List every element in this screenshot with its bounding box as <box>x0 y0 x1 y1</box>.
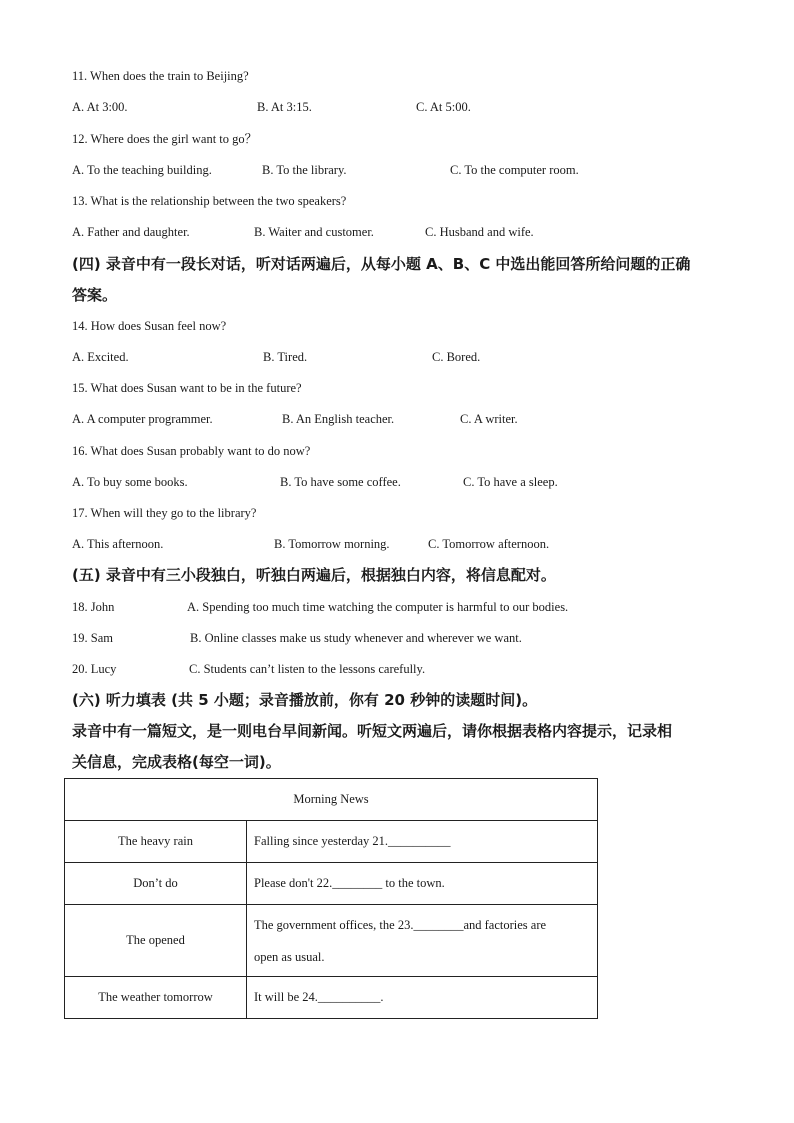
match-option-c: C. Students can’t listen to the lessons carefully. <box>189 662 426 676</box>
row-label-dont-do: Don’t do <box>65 863 247 905</box>
morning-news-table <box>64 778 598 1019</box>
row-content-dont-do: Please don't 22.________ to the town. <box>247 863 598 905</box>
table-row <box>65 977 598 1019</box>
section-6-heading: (六) 听力填表 (共 5 小题；录音播放前，你有 20 秒钟的读题时间)。 <box>72 691 538 709</box>
q12-option-c: C. To the computer room. <box>450 163 579 177</box>
q17-option-c: C. Tomorrow afternoon. <box>428 537 550 551</box>
table-title: Morning News <box>65 779 598 821</box>
section-4-heading: (四) 录音中有一段长对话，听对话两遍后，从每小题 A、B、C 中选出能回答所给问题的正确 <box>72 255 691 273</box>
q15-option-a: A. A computer programmer. <box>72 412 213 426</box>
q15-option-c: C. A writer. <box>460 412 518 426</box>
match-name-20: 20. Lucy <box>72 662 117 676</box>
q13-option-c: C. Husband and wife. <box>425 225 534 239</box>
q16-option-c: C. To have a sleep. <box>463 475 558 489</box>
q13-option-b: B. Waiter and customer. <box>254 225 374 239</box>
row-label-weather: The weather tomorrow <box>65 977 247 1019</box>
section-6-intro-line1: 录音中有一篇短文，是一则电台早间新闻。听短文两遍后，请你根据表格内容提示，记录相 <box>72 722 673 740</box>
q12-option-a: A. To the teaching building. <box>72 163 212 177</box>
table-row <box>65 863 598 905</box>
q11-option-c: C. At 5:00. <box>416 100 471 114</box>
q16-option-b: B. To have some coffee. <box>280 475 401 489</box>
question-16: 16. What does Susan probably want to do now? <box>72 444 311 458</box>
question-13: 13. What is the relationship between the two speakers? <box>72 194 347 208</box>
q11-option-a: A. At 3:00. <box>72 100 128 114</box>
q14-option-c: C. Bored. <box>432 350 481 364</box>
question-15: 15. What does Susan want to be in the future? <box>72 381 302 395</box>
row-content-opened-line1: The government offices, the 23.________and factories are <box>254 917 547 932</box>
q14-option-b: B. Tired. <box>263 350 308 364</box>
section-5-heading: (五) 录音中有三小段独白，听独白两遍后，根据独白内容，将信息配对。 <box>72 566 556 584</box>
table-row <box>65 821 598 863</box>
row-label-heavy-rain: The heavy rain <box>65 821 247 863</box>
question-12: 12. Where does the girl want to go？ <box>72 132 258 146</box>
q17-option-a: A. This afternoon. <box>72 537 164 551</box>
match-option-a: A. Spending too much time watching the computer is harmful to our bodies. <box>187 600 569 614</box>
q12-option-b: B. To the library. <box>262 163 347 177</box>
row-content-opened <box>247 905 598 977</box>
table-row <box>65 905 598 977</box>
q17-option-b: B. Tomorrow morning. <box>274 537 390 551</box>
question-11: 11. When does the train to Beijing? <box>72 69 249 83</box>
q13-option-a: A. Father and daughter. <box>72 225 190 239</box>
match-name-19: 19. Sam <box>72 631 113 645</box>
question-14: 14. How does Susan feel now? <box>72 319 227 333</box>
row-content-heavy-rain: Falling since yesterday 21.__________ <box>247 821 598 863</box>
row-content-weather: It will be 24.__________. <box>247 977 598 1019</box>
section-6-intro-line2: 关信息，完成表格(每空一词)。 <box>72 753 281 771</box>
q16-option-a: A. To buy some books. <box>72 475 188 489</box>
question-17: 17. When will they go to the library? <box>72 506 257 520</box>
match-option-b: B. Online classes make us study whenever and wherever we want. <box>190 631 522 645</box>
row-content-opened-line2: open as usual. <box>254 949 325 964</box>
match-name-18: 18. John <box>72 600 115 614</box>
q15-option-b: B. An English teacher. <box>282 412 395 426</box>
section-4-heading-cont: 答案。 <box>72 286 118 304</box>
q11-option-b: B. At 3:15. <box>257 100 312 114</box>
row-label-opened: The opened <box>65 905 247 977</box>
q14-option-a: A. Excited. <box>72 350 129 364</box>
